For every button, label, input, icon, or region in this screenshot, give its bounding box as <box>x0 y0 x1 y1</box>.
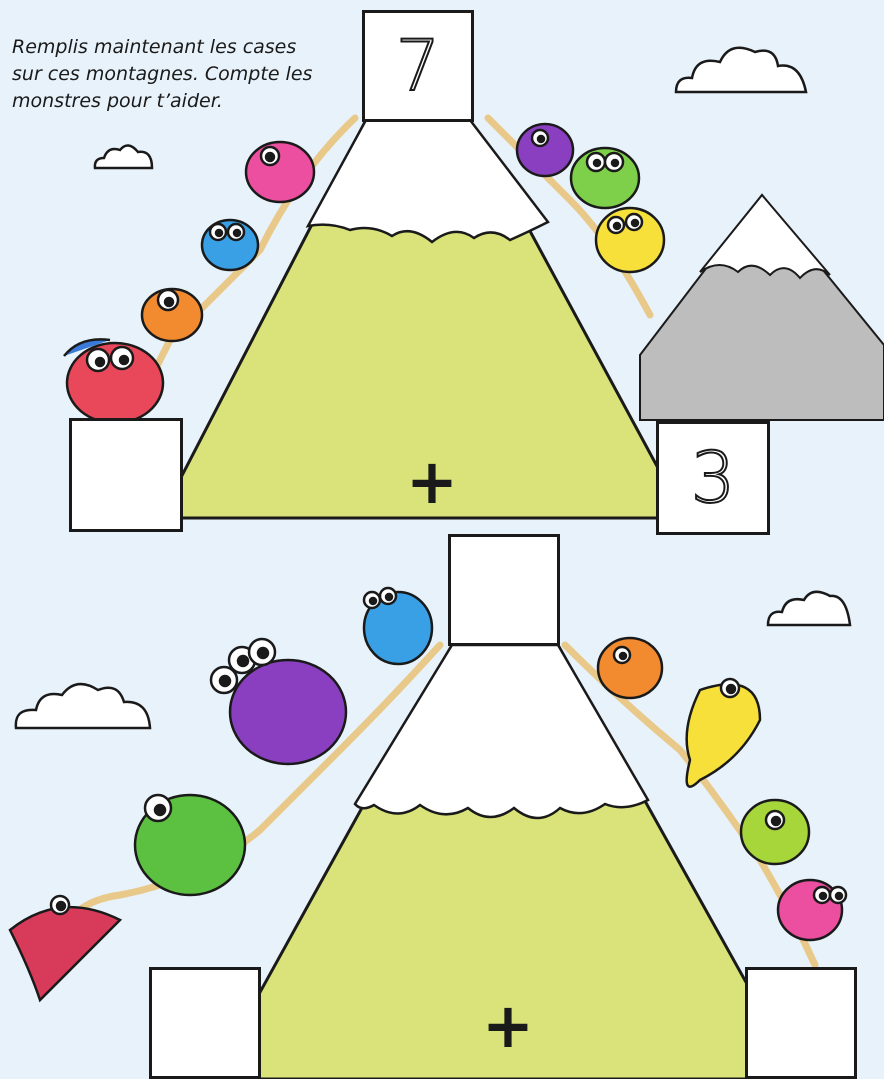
right-box-bottom[interactable] <box>745 967 857 1079</box>
monster-icon <box>687 679 760 787</box>
far-mountain-icon <box>640 195 884 420</box>
monster-icon <box>64 339 163 423</box>
monster-icon <box>741 800 809 864</box>
monster-icon <box>142 289 202 341</box>
cloud-icon <box>676 48 806 92</box>
plus-sign-bottom: + <box>482 989 534 1062</box>
monster-icon <box>571 148 639 208</box>
monster-icon <box>202 220 258 270</box>
monster-icon <box>778 880 846 940</box>
monster-icon <box>135 795 245 895</box>
monster-icon <box>364 588 432 664</box>
cloud-icon <box>95 145 152 168</box>
monster-icon <box>211 639 346 764</box>
right-box-top[interactable]: 3 <box>656 421 770 535</box>
summit-box-top[interactable]: 7 <box>362 10 474 122</box>
left-box-top[interactable] <box>69 418 183 532</box>
left-box-bottom[interactable] <box>149 967 261 1079</box>
instruction-text: Remplis maintenant les cases sur ces montagnes. Compte les monstres pour t’aider. <box>12 36 313 112</box>
monster-icon <box>517 124 573 176</box>
cloud-icon <box>16 684 150 728</box>
monster-icon <box>596 208 664 272</box>
summit-box-bottom[interactable] <box>448 534 560 646</box>
monster-icon <box>10 896 120 1000</box>
plus-sign-top: + <box>406 445 458 518</box>
monster-icon <box>598 638 662 698</box>
monster-icon <box>246 142 314 202</box>
cloud-icon <box>768 592 850 625</box>
